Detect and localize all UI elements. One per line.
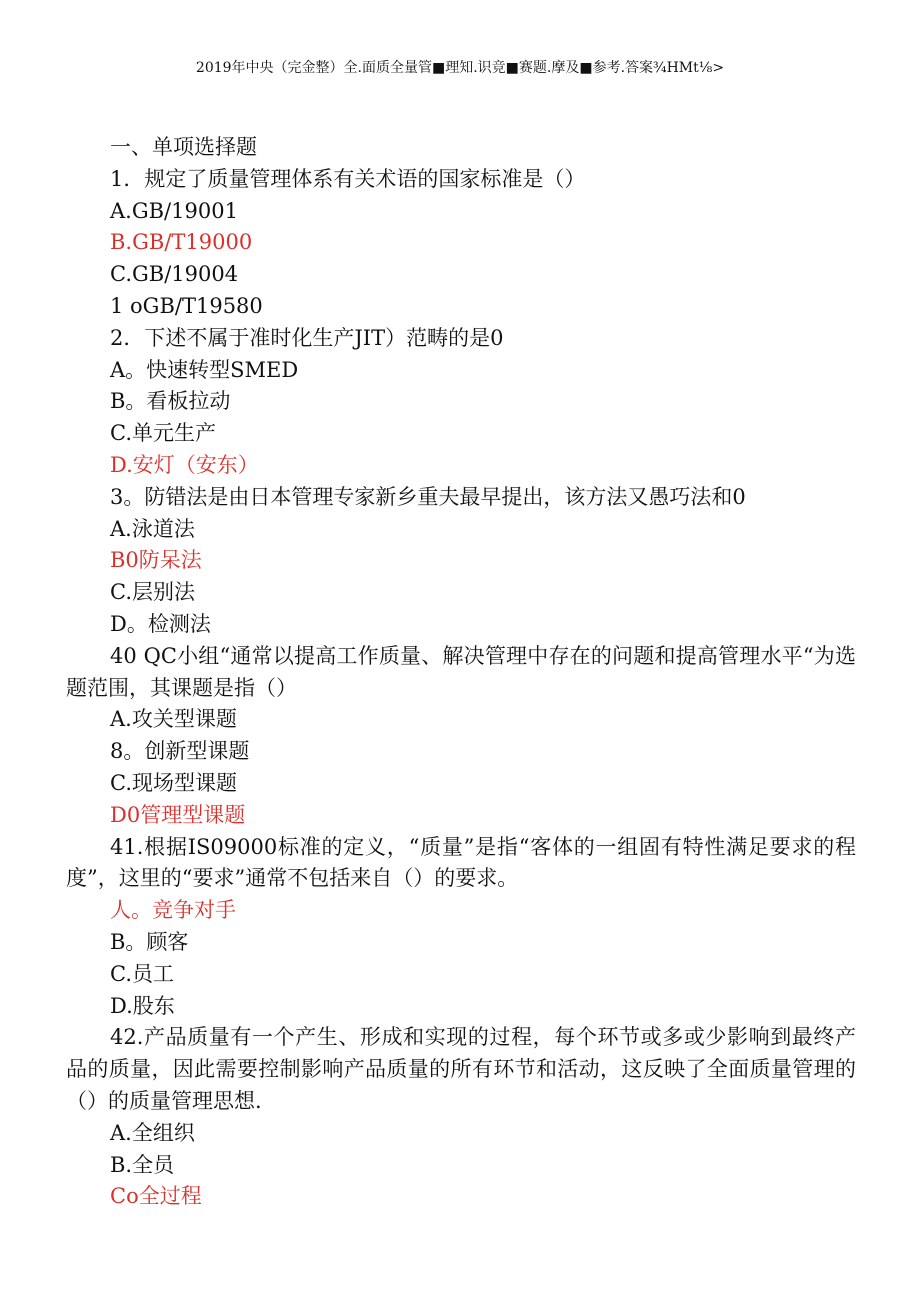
option: 1 oGB/T19580 bbox=[110, 293, 263, 318]
option: C.员工 bbox=[110, 961, 174, 986]
option: D.股东 bbox=[110, 993, 175, 1018]
document-header: 2019年中央（完金整）全.面质全量管■理知.识竞■赛题.摩及■参考.答案¾HMt⅛> bbox=[195, 60, 725, 76]
question-stem: 2．下述不属于准时化生产JIT）范畴的是0 bbox=[110, 325, 504, 350]
option: B.全员 bbox=[110, 1152, 175, 1177]
option-correct: D.安灯（安东） bbox=[110, 452, 259, 477]
question-stem: 3。防错法是由日本管理专家新乡重夫最早提出，该方法又愚巧法和0 bbox=[110, 484, 746, 509]
option-correct: Co全过程 bbox=[110, 1184, 202, 1209]
option: D。检测法 bbox=[110, 611, 211, 636]
option: C.单元生产 bbox=[110, 421, 216, 446]
option: A.攻关型课题 bbox=[110, 707, 237, 732]
question-stem: 1．规定了质量管理体系有关术语的国家标准是（） bbox=[110, 166, 586, 191]
option: A.泳道法 bbox=[110, 516, 195, 541]
option: C.现场型课题 bbox=[110, 770, 237, 795]
option: A.全组织 bbox=[110, 1120, 195, 1145]
option: C.GB/19004 bbox=[110, 262, 239, 287]
section-title: 一、单项选择题 bbox=[110, 135, 257, 159]
option: A.GB/19001 bbox=[110, 198, 238, 223]
question-stem: 40 QC小组“通常以提高工作质量、解决管理中存在的问题和提高管理水平“为选题范围，其课题是指（） bbox=[66, 643, 856, 700]
option-correct: 人。竞争对手 bbox=[110, 898, 236, 923]
option: B。看板拉动 bbox=[110, 389, 231, 414]
option: C.层别法 bbox=[110, 580, 195, 605]
option-correct: D0管理型课题 bbox=[110, 802, 246, 827]
option-correct: B0防呆法 bbox=[110, 548, 202, 573]
option: B。顾客 bbox=[110, 929, 189, 954]
question-stem: 42.产品质量有一个产生、形成和实现的过程，每个环节或多或少影响到最终产品的质量，因此需要控制影响产品质量的所有环节和活动，这反映了全面质量管理的（）的质量管理思想. bbox=[66, 1025, 856, 1113]
option: A。快速转型SMED bbox=[110, 357, 299, 382]
option: 8。创新型课题 bbox=[110, 739, 250, 764]
question-stem: 41.根据IS09000标准的定义，“质量”是指“客体的一组固有特性满足要求的程度”，这里的“要求”通常不包括来自（）的要求。 bbox=[66, 834, 856, 891]
option-correct: B.GB/T19000 bbox=[110, 230, 253, 255]
question-body bbox=[66, 132, 856, 1213]
